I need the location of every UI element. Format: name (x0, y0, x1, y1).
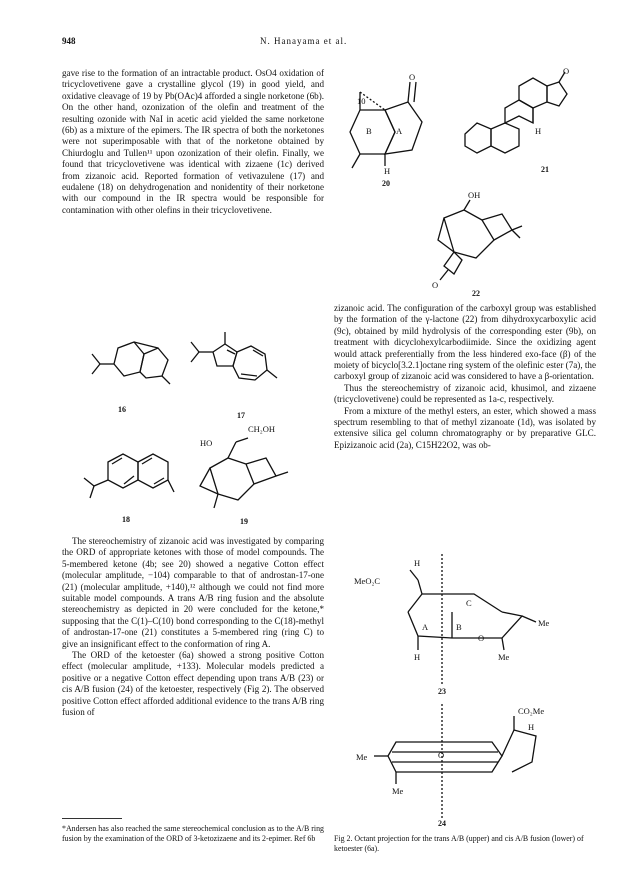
me-label: Me (498, 652, 510, 662)
left-column-top (62, 68, 324, 216)
me-label: Me (538, 618, 550, 628)
compound-label-18: 18 (122, 515, 130, 524)
right-column (334, 303, 596, 451)
atom-h: H (384, 166, 391, 176)
paragraph: zizanoic acid. The configuration of the carboxyl group was established by the formation of the γ-lactone (22) from dihydroxycarboxylic acid (9c), obtained by mild hydrolysis of the corresponding ester (9b), on treatment with dicyclohexylcarbodiimide. Since the oxidizing agent would attack preferentially from the less hindered exo-face (β) of the moiety of bicyclo[3.2.1]octane ring system of the olefinic ester (7a), the carboxyl group of zizanoic acid was considered to have a β-orientation. (334, 303, 596, 382)
atom-o: O (438, 750, 445, 760)
structure-23 (352, 546, 582, 696)
paragraph: From a mixture of the methyl esters, an ester, which showed a mass spectrum resembling to that of methyl zizanoate (1d), was isolated by extensive silica gel column chromatography or by preparative GLC. Epizizanoic acid (2a), C15H22O2, was ob- (334, 405, 596, 450)
atom-h: H (414, 652, 421, 662)
compound-label-19: 19 (240, 517, 248, 526)
meo2c-label: MeO₂C (354, 576, 381, 586)
ring-a-label: A (422, 622, 429, 632)
paragraph: Thus the stereochemistry of zizanoic acid, khusimol, and zizaene (tricyclovetivene) could be represented as 1a-c, respectively. (334, 382, 596, 405)
structure-22 (424, 190, 534, 300)
compound-label-22: 22 (472, 289, 480, 298)
co2me-label: CO₂Me (518, 706, 545, 716)
atom-o: O (478, 633, 485, 643)
atom-h: H (414, 558, 421, 568)
oh-label: OH (468, 190, 481, 200)
paragraph: The stereochemistry of zizanoic acid was investigated by comparing the ORD of appropriate ketones with those of model compounds. The 5-membered ketone (4b; see 20) showed a negative Cotton effect (molecular amplitude, −104) comparable to that of androstan-17-one (21) (molecular amplitude, +140),¹² although we could not find more suitable model compounds. A trans A/B ring fusion and the absolute stereochemistry as depicted in 20 were concluded for the ketone,* supposing that the C(1)–C(10) bond corresponding to the C(18)-methyl of androstan-17-one (21) constitutes a 5-membered ring (ring C) to give an insignificant effect to the conformation of ring A. (62, 536, 324, 649)
structure-20 (330, 70, 450, 190)
atom-o: O (432, 280, 439, 290)
page-number: 948 (62, 36, 76, 46)
figure-caption: Fig 2. Octant projection for the trans A/B (upper) and cis A/B fusion (lower) of ketoester (6a). (334, 834, 584, 853)
me-label: Me (392, 786, 404, 796)
compound-label-23: 23 (438, 687, 446, 696)
footnote-rule (62, 818, 122, 819)
structure-16 (88, 322, 178, 417)
structure-17 (185, 322, 285, 427)
c10-label: 10 (357, 96, 366, 106)
ho-label: HO (200, 438, 213, 448)
footnote: *Andersen has also reached the same stereochemical conclusion as to the A/B ring fusion by the examination of the ORD of 3-ketozizaene and its 2-epimer. Ref 6b (62, 824, 324, 843)
me-label: Me (356, 752, 368, 762)
running-head: N. Hanayama et al. (260, 36, 348, 46)
ring-b-label: B (366, 126, 372, 136)
ring-a-label: A (396, 126, 403, 136)
ring-b-label: B (456, 622, 462, 632)
paragraph: gave rise to the formation of an intractable product. OsO4 oxidation of tricyclovetivene gave a crystalline glycol (19) in good yield, and oxidative cleavage of 19 by Pb(OAc)4 afforded a single norketone (6b). On the other hand, ozonization of the olefin and treatment of the resulting ozonide with NaI in acetic acid yielded the same norketone (6b) as a mixture of the epimers. The IR spectra of both the norketones were not superimposable with that of the norketone obtained by Chiurdoglu and Tullen¹¹ upon ozonization of their olefin. Finally, we found that tricyclovetivene was identical with zizaene (1c) derived from zizanoic acid. Reported formation of vetivazulene (17) and eudalene (18) on dehydrogenation and nonidentity of their norketone with our compound in the IR spectra would be responsible for contamination with other olefins in their tricyclovetivene. (62, 68, 324, 215)
compound-label-20: 20 (382, 179, 390, 188)
atom-h: H (528, 722, 535, 732)
ch2oh-label: CH₂OH (248, 424, 276, 434)
paragraph: The ORD of the ketoester (6a) showed a strong positive Cotton effect (molecular amplitude, +133). Molecular models predicted a positive or a negative Cotton effect depending upon trans A/B (23) or cis A/B fusion (24) of the ketoester, respectively (Fig 2). The observed positive Cotton effect afforded additional evidence to the trans A/B ring fusion of (62, 650, 324, 718)
atom-o: O (409, 72, 416, 82)
structure-19 (188, 418, 298, 530)
compound-label-16: 16 (118, 405, 126, 414)
structure-21 (455, 68, 605, 190)
compound-label-17: 17 (237, 411, 245, 420)
structure-24 (352, 700, 582, 828)
ring-c-label: C (466, 598, 472, 608)
structure-18 (78, 442, 178, 532)
atom-o: O (563, 66, 570, 76)
compound-label-24: 24 (438, 819, 446, 828)
left-column-bottom (62, 536, 324, 719)
compound-label-21: 21 (541, 165, 549, 174)
atom-h: H (535, 126, 542, 136)
